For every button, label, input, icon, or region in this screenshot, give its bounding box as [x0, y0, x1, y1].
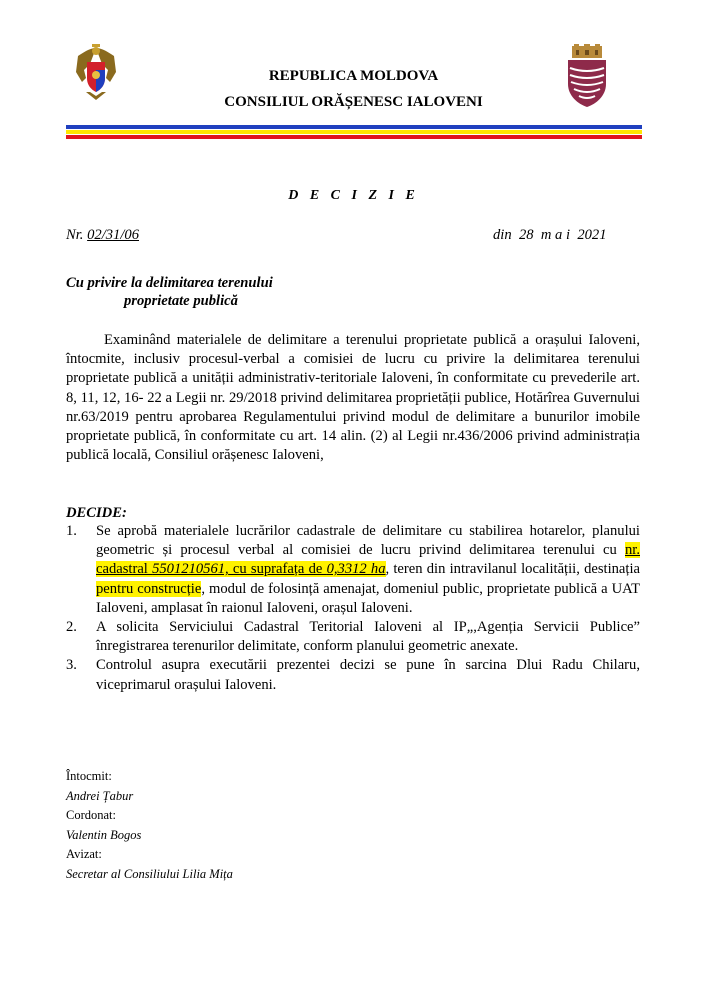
- document-number: [66, 227, 139, 244]
- item-text: , modul de folosință amenajat, domeniul public, proprietate publică a UAT Ialoveni, amplasat în raionul Ialoveni, orașul Ialoveni.: [96, 580, 640, 616]
- stripe-blue: [66, 125, 642, 129]
- stripe-yellow: [66, 130, 642, 134]
- area-value: 0,3312 ha: [326, 561, 386, 578]
- prepared-name: Andrei Țabur: [66, 788, 134, 803]
- number-prefix: Nr.: [66, 227, 84, 243]
- item-text: Se aprobă materialele lucrărilor cadastrale de delimitare cu stabilirea hotarelor, planului geometric și procesul verbal al comisiei de lucru privind delimitarea terenului cu: [96, 523, 640, 559]
- coordinated-name: Valentin Bogos: [66, 827, 142, 842]
- prepared-label: Întocmit:: [66, 769, 112, 783]
- signature-block: [66, 767, 233, 885]
- destination-highlight: pentru construcție: [96, 580, 202, 597]
- decision-item-1: [66, 522, 640, 618]
- document-title: D E C I Z I E: [288, 188, 419, 203]
- item-number: 3.: [66, 657, 77, 674]
- council-name: CONSILIUL ORĂȘENESC IALOVENI: [224, 94, 483, 110]
- number-value: 02/31/06: [87, 227, 139, 243]
- item-text: , teren din intravilanul localității, destinația: [385, 561, 640, 578]
- item-text: A solicita Serviciului Cadastral Teritorial Ialoveni al IP„,Agenția Servicii Publice” înregistrarea terenurilor delimitate, conform planului geometric anexate.: [96, 619, 640, 655]
- decide-heading: DECIDE:: [66, 505, 127, 521]
- decision-items: [66, 522, 640, 695]
- item-text: Controlul asupra executării prezentei decizi se pune în sarcina Dlui Radu Chilaru, viceprimarul orașului Ialoveni.: [96, 657, 640, 693]
- preamble-text: Examinând materialele de delimitare a terenului proprietate publică a orașului Ialoveni, întocmite, inclusiv procesul-verbal a comisiei de lucru cu privire la delimitarea terenului proprietate publică a unității administrativ-teritoriale Ialoveni, în conformitate cu prevederile art. 8, 11, 12, 16- 22 a Legii nr. 29/2018 privind delimitarea proprietății publice, Hotărîrea Guvernului nr.63/2019 pentru aprobarea Regulamentului privind modul de delimitare a bunurilor imobile proprietate publică, în conformitate cu art. 14 alin. (2) al Legii nr.436/2006 privind administrația publică locală, Consiliul orășenesc Ialoveni,: [66, 332, 640, 464]
- approved-label: Avizat:: [66, 847, 102, 862]
- cadastral-label: nr. cadastral: [96, 542, 640, 578]
- decision-item-2: [66, 618, 640, 656]
- coordinated-label: Cordonat:: [66, 808, 116, 823]
- subject-line-1: Cu privire la delimitarea terenului: [66, 275, 273, 291]
- item-number: 2.: [66, 619, 77, 636]
- area-label: cu suprafața de: [228, 561, 327, 578]
- cadastral-number: 5501210561,: [152, 561, 229, 578]
- stripe-red: [66, 135, 642, 139]
- approved-name: Secretar al Consiliului Lilia Mița: [66, 866, 233, 881]
- preamble: [66, 331, 640, 465]
- country-name: REPUBLICA MOLDOVA: [268, 68, 439, 84]
- subject-line-2: proprietate publică: [124, 293, 238, 309]
- item-number: 1.: [66, 523, 77, 539]
- document-date: din 28 m a i 2021: [493, 227, 607, 243]
- decision-item-3: [66, 656, 640, 694]
